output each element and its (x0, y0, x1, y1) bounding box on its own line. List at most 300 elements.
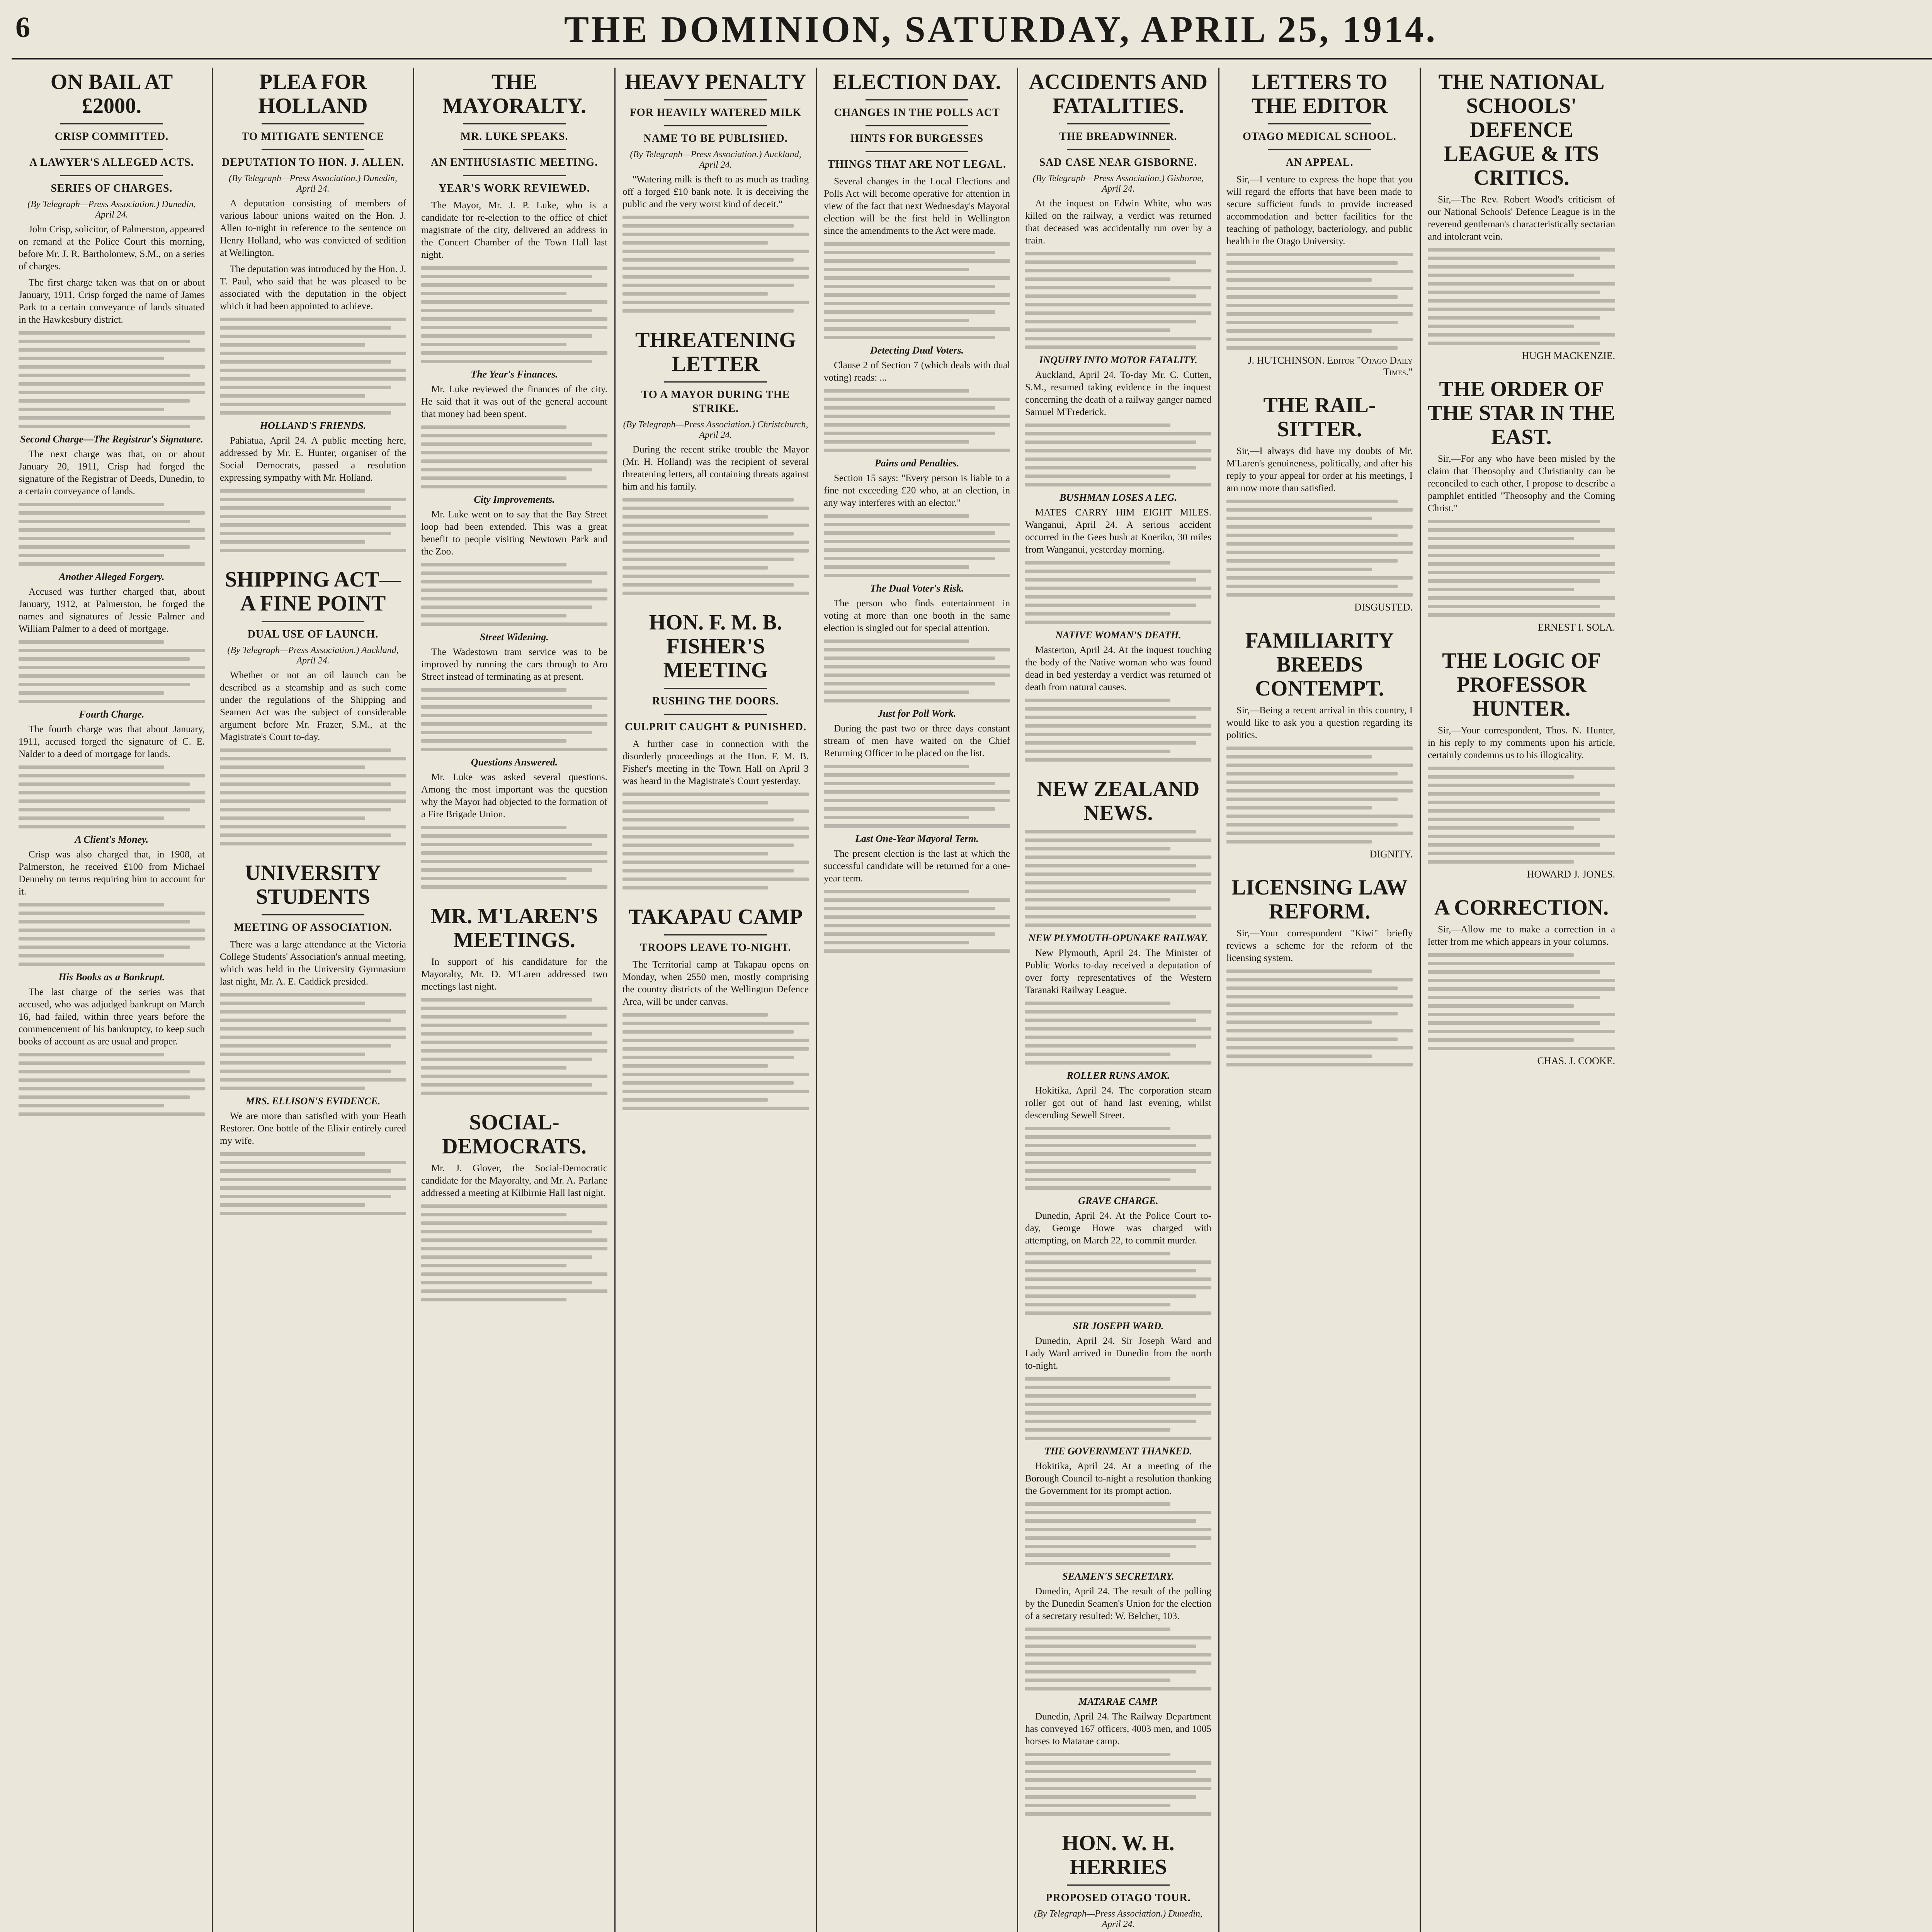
text-line (421, 1255, 592, 1259)
text-line (824, 665, 1010, 668)
article-headline: LETTERS TO THE EDITOR (1251, 70, 1388, 118)
text-line (220, 1044, 391, 1048)
article (622, 70, 809, 313)
text-line (824, 432, 995, 435)
text-line (421, 998, 592, 1002)
text-line (1025, 1294, 1196, 1298)
text-line (220, 489, 365, 493)
text-line (622, 1022, 809, 1025)
text-line (622, 558, 794, 561)
text-line (1226, 517, 1372, 520)
text-line (421, 292, 566, 295)
text-line (421, 1015, 566, 1019)
text-line (421, 705, 592, 709)
article-paragraph: Several changes in the Local Elections and Polls Act will become operative for attention in view of the fact that next Wednesday's Mayoral election will be the first held in Wellington since the amendments to the Act were made. (824, 176, 1010, 236)
text-line (1025, 1252, 1170, 1255)
article-dateline: (By Telegraph—Press Association.) Auckland, April 24. (630, 150, 801, 170)
article (1226, 876, 1413, 1066)
text-line (1025, 440, 1196, 444)
section-heading: Second Charge—The Registrar's Signature. (20, 434, 203, 445)
article (1226, 70, 1413, 378)
text-line (220, 369, 406, 372)
text-line (220, 1078, 406, 1082)
section-paragraph: Dunedin, April 24. Sir Joseph Ward and Lady Ward arrived in Dunedin from the north to-night. (1025, 1336, 1211, 1371)
text-line (421, 266, 607, 270)
text-line (1226, 253, 1413, 256)
article-subhead: A LAWYER'S ALLEGED ACTS. (29, 156, 194, 168)
divider (1067, 149, 1169, 150)
article-headline: NEW ZEALAND NEWS. (1037, 777, 1200, 825)
text-line (622, 827, 809, 830)
text-line (1025, 320, 1196, 323)
text-line (1226, 986, 1398, 990)
article-subhead: TROOPS LEAVE TO-NIGHT. (640, 942, 791, 954)
article (1025, 1831, 1211, 1932)
text-line (824, 656, 995, 660)
text-line (220, 1203, 365, 1207)
text-line (220, 993, 406, 997)
article-paragraph: Sir,—For any who have been misled by the claim that Theosophy and Christianity can be reconciled to each other, I propose to describe a pamphlet entitled "Theosophy and the Coming Christ." (1428, 454, 1615, 514)
section-paragraph: Accused was further charged that, about January, 1912, at Palmerston, he forged the names and signatures of Jessie Palmer and William Palmer to a deed of mortgage. (19, 587, 205, 634)
text-line (1226, 772, 1398, 776)
column-5 (817, 68, 1018, 1932)
article-headline: THE MAYORALTY. (442, 70, 586, 118)
text-line (220, 765, 365, 769)
text-line (1025, 1662, 1211, 1665)
text-line (1428, 291, 1600, 294)
text-line (1025, 872, 1211, 876)
text-line (1226, 278, 1372, 282)
text-line (1025, 898, 1170, 901)
text-line (421, 597, 607, 600)
text-line (1025, 1804, 1170, 1807)
text-line (1025, 1186, 1211, 1190)
text-line (622, 1047, 809, 1051)
text-line (421, 739, 566, 743)
text-line (220, 326, 391, 330)
text-line (824, 790, 1010, 794)
section-paragraph: Pahiatua, April 24. A public meeting here, addressed by Mr. E. Hunter, organiser of the Social Democrats, passed a resolution expressing sympathy with Mr. Holland. (220, 435, 406, 483)
text-line (220, 808, 391, 811)
text-line (220, 833, 391, 837)
text-line (421, 826, 566, 829)
text-line (1226, 346, 1398, 350)
text-line (1226, 789, 1413, 793)
text-line (421, 1221, 607, 1225)
section-heading: Fourth Charge. (79, 709, 145, 720)
divider (262, 123, 364, 124)
text-line (1428, 1013, 1615, 1016)
text-line (220, 506, 391, 510)
divider (866, 125, 968, 126)
page-number: 6 (15, 11, 30, 44)
text-line (220, 343, 365, 347)
section-heading: A Client's Money. (75, 834, 149, 845)
text-line (1025, 1670, 1196, 1673)
text-line (220, 791, 406, 794)
section-heading: The Year's Finances. (471, 369, 558, 380)
text-line (19, 408, 164, 411)
text-line (421, 275, 592, 278)
text-line (1428, 767, 1615, 770)
text-line (19, 528, 205, 532)
text-line (421, 451, 607, 454)
text-line (622, 793, 809, 796)
text-line (1025, 1545, 1196, 1548)
text-line (1025, 1753, 1170, 1756)
article (220, 70, 406, 552)
article-headline: ON BAIL AT £2000. (50, 70, 173, 118)
article-subhead: SERIES OF CHARGES. (51, 182, 173, 194)
text-line (1428, 1038, 1574, 1042)
divider (463, 149, 565, 150)
text-line (622, 498, 794, 502)
text-line (421, 442, 592, 446)
text-line (1226, 1037, 1398, 1041)
text-line (19, 340, 190, 343)
text-line (1025, 707, 1211, 711)
text-line (19, 391, 205, 394)
text-line (1025, 1553, 1170, 1557)
text-line (1025, 1562, 1211, 1565)
divider (463, 175, 565, 176)
text-line (421, 860, 607, 863)
text-line (19, 920, 190, 923)
text-line (220, 403, 406, 406)
article-headline: PLEA FOR HOLLAND (258, 70, 368, 118)
article-subhead: YEAR'S WORK REVIEWED. (439, 182, 590, 194)
text-line (824, 531, 995, 535)
text-line (220, 1161, 406, 1164)
text-line (1025, 1636, 1211, 1639)
text-line (421, 1213, 566, 1216)
text-line (1428, 970, 1600, 974)
text-line (1025, 741, 1196, 745)
text-line (19, 1095, 190, 1099)
text-line (19, 537, 205, 540)
text-line (1025, 1511, 1211, 1514)
text-line (1428, 835, 1615, 838)
article-subhead: CRISP COMMITTED. (54, 131, 169, 143)
text-line (1025, 1787, 1211, 1790)
text-line (622, 301, 809, 304)
text-line (824, 251, 995, 254)
text-line (1025, 1053, 1170, 1056)
section-paragraph: New Plymouth, April 24. The Minister of Public Works to-day received a deputation of over forty representatives of the Western Taranaki Railway League. (1025, 948, 1211, 995)
text-line (622, 1098, 768, 1102)
section-paragraph: Hokitika, April 24. At a meeting of the Borough Council to-night a resolution thanking the Government for its prompt action. (1025, 1461, 1211, 1496)
letter-signature: HOWARD J. JONES. (1527, 869, 1615, 880)
text-line (1428, 962, 1615, 965)
text-line (1428, 979, 1615, 982)
article-paragraph: Sir,—Your correspondent "Kiwi" briefly reviews a scheme for the reform of the licensing system. (1226, 928, 1413, 963)
text-line (421, 722, 607, 726)
text-line (622, 852, 768, 855)
article-paragraph: The deputation was introduced by the Hon. J. T. Paul, who said that he was pleased to be associated with the deputation in the object which it had been appointed to achieve. (220, 264, 406, 311)
text-line (1226, 321, 1398, 324)
text-line (824, 949, 1010, 953)
article-dateline: (By Telegraph—Press Association.) Dunedin, April 24. (27, 199, 196, 220)
text-line (824, 941, 969, 944)
text-line (1025, 750, 1170, 753)
text-line (824, 807, 995, 811)
divider (866, 99, 968, 100)
text-line (1025, 864, 1196, 867)
article-headline: HON. F. M. B. FISHER'S MEETING (649, 611, 782, 682)
text-line (1025, 1653, 1211, 1656)
article-dateline: (By Telegraph—Press Association.) Gisborne, April 24. (1032, 173, 1204, 194)
text-line (1025, 1061, 1211, 1065)
text-line (1025, 1152, 1211, 1156)
article-paragraph: A further case in connection with the disorderly proceedings at the Hon. F. M. B. Fisher's meeting in the Town Hall on April 3 was heard in the Magistrate's Court yesterday. (622, 739, 809, 786)
text-line (1025, 1127, 1170, 1130)
text-line (220, 1036, 406, 1039)
text-line (824, 440, 969, 444)
text-line (421, 622, 607, 626)
divider (262, 149, 364, 150)
text-line (220, 1019, 391, 1022)
text-line (19, 765, 164, 769)
text-line (220, 411, 391, 415)
section-paragraph: Mr. Luke reviewed the finances of the city. He said that it was out of the general account that money had been spent. (421, 384, 607, 419)
divider (262, 621, 364, 622)
text-line (220, 816, 365, 820)
article (1025, 70, 1211, 762)
article-paragraph: The Mayor, Mr. J. P. Luke, who is a candidate for re-election to the office of chief magistrate of the city, delivered an address in the Concert Chamber of the Town Hall last night. (421, 200, 607, 260)
text-line (622, 818, 794, 821)
text-line (1025, 1019, 1196, 1022)
text-line (824, 389, 969, 393)
text-line (1025, 1169, 1196, 1173)
text-line (1428, 852, 1615, 855)
text-line (622, 309, 794, 313)
text-line (421, 1032, 592, 1036)
text-line (1428, 316, 1600, 320)
letter-signature: DIGNITY. (1369, 849, 1413, 860)
divider (1268, 149, 1371, 150)
text-line (1226, 840, 1372, 844)
text-line (1025, 1260, 1211, 1264)
text-line (421, 434, 607, 437)
article-subhead: THE BREADWINNER. (1059, 131, 1177, 143)
article-headline: MR. M'LAREN'S MEETINGS. (430, 904, 598, 952)
text-line (220, 540, 365, 544)
section-heading: The Dual Voter's Risk. (870, 583, 964, 594)
column-7 (1219, 68, 1421, 1932)
text-line (1226, 978, 1413, 981)
text-line (1025, 699, 1170, 702)
article-paragraph: The Territorial camp at Takapau opens on Monday, when 2550 men, mostly comprising the country districts of the Wellington Defence Area, will be under canvas. (622, 959, 809, 1007)
text-line (220, 842, 406, 845)
text-line (220, 394, 365, 398)
text-line (19, 348, 205, 352)
divider (664, 381, 767, 383)
text-line (622, 524, 809, 527)
text-line (421, 459, 607, 463)
text-line (824, 673, 1010, 677)
text-line (1428, 809, 1615, 813)
text-line (1025, 252, 1211, 255)
column-3 (414, 68, 616, 1932)
text-line (1025, 578, 1196, 582)
article (1025, 777, 1211, 1816)
text-line (1428, 818, 1600, 821)
article (622, 611, 809, 889)
text-line (622, 878, 809, 881)
text-line (1025, 449, 1211, 452)
text-line (1226, 329, 1372, 333)
article-subhead: CULPRIT CAUGHT & PUNISHED. (625, 721, 806, 733)
text-line (622, 810, 809, 813)
text-line (1428, 537, 1574, 540)
text-line (19, 399, 190, 403)
text-line (1025, 855, 1211, 859)
article (622, 905, 809, 1110)
divider (463, 123, 565, 124)
text-line (622, 801, 768, 804)
text-line (19, 666, 205, 669)
text-line (1025, 1420, 1196, 1423)
section-paragraph: The next charge was that, on or about January 20, 1911, Crisp had forged the signature of the Registrar of Deeds, Dunedin, to a certain conveyance of lands. (19, 449, 205, 497)
text-line (220, 1053, 365, 1056)
divider (664, 934, 767, 935)
article-dateline: (By Telegraph—Press Association.) Dunedin, April 24. (229, 173, 397, 194)
text-line (622, 515, 768, 519)
text-line (824, 924, 1010, 927)
text-line (421, 1247, 607, 1250)
article-subhead: DUAL USE OF LAUNCH. (247, 628, 379, 640)
text-line (1226, 585, 1398, 588)
article-subhead: HINTS FOR BURGESSES (850, 133, 984, 145)
text-line (1025, 303, 1211, 306)
text-line (19, 503, 164, 506)
text-line (1025, 1010, 1211, 1014)
text-line (1428, 987, 1615, 991)
text-line (1025, 294, 1196, 298)
text-line (1025, 1403, 1211, 1406)
text-line (19, 700, 205, 703)
text-line (421, 697, 607, 700)
text-line (1428, 257, 1600, 260)
article-subhead: NAME TO BE PUBLISHED. (643, 133, 788, 145)
text-line (19, 520, 190, 523)
text-line (1025, 286, 1211, 289)
divider (664, 714, 767, 715)
text-line (1025, 1795, 1196, 1799)
text-line (1025, 1770, 1196, 1773)
article (1428, 896, 1615, 1067)
text-line (1025, 923, 1211, 927)
text-line (421, 1007, 607, 1010)
text-line (1025, 457, 1211, 461)
article-dateline: (By Telegraph—Press Association.) Dunedin, April 24. (1034, 1909, 1202, 1929)
text-line (824, 514, 969, 518)
text-line (421, 317, 607, 321)
text-line (421, 1238, 607, 1242)
article-headline: THE LOGIC OF PROFESSOR HUNTER. (1442, 649, 1601, 721)
text-line (824, 285, 995, 288)
divider (1268, 123, 1371, 124)
article (220, 861, 406, 1215)
text-line (1226, 1046, 1413, 1049)
text-line (1226, 568, 1372, 571)
text-line (421, 714, 607, 717)
text-line (220, 774, 406, 777)
text-line (220, 318, 406, 321)
text-line (824, 765, 969, 768)
text-line (1428, 579, 1600, 583)
section-heading: NEW PLYMOUTH-OPUNAKE RAILWAY. (1028, 932, 1208, 944)
text-line (1025, 595, 1211, 599)
text-line (220, 1169, 391, 1173)
text-line (19, 782, 190, 786)
text-line (1025, 1628, 1170, 1631)
text-line (824, 398, 1010, 401)
text-line (421, 1204, 607, 1208)
article-subhead: SAD CASE NEAR GISBORNE. (1039, 156, 1197, 168)
text-line (19, 912, 205, 915)
text-line (220, 1010, 406, 1014)
divider (866, 151, 968, 152)
text-line (1226, 798, 1398, 801)
text-line (421, 1058, 592, 1061)
text-line (1226, 295, 1398, 299)
text-line (1428, 282, 1615, 286)
text-line (19, 382, 205, 386)
text-line (220, 377, 406, 381)
text-line (622, 1090, 809, 1093)
article-headline: THE RAIL-SITTER. (1263, 393, 1376, 441)
text-line (1226, 832, 1413, 835)
text-line (19, 562, 205, 566)
section-heading: BUSHMAN LOSES A LEG. (1060, 492, 1177, 503)
text-line (1226, 1029, 1413, 1032)
section-paragraph: The fourth charge was that about January, 1911, accused forged the signature of C. E. Nalder to a deed of mortgage for lands. (19, 724, 205, 759)
section-heading: GRAVE CHARGE. (1078, 1195, 1158, 1206)
text-line (824, 302, 1010, 305)
text-line (421, 485, 607, 488)
text-line (421, 334, 592, 338)
text-line (1025, 612, 1170, 616)
text-line (19, 1104, 164, 1107)
text-line (220, 1152, 365, 1156)
text-line (220, 1002, 365, 1005)
text-line (421, 605, 592, 609)
text-line (622, 275, 809, 279)
section-paragraph: Dunedin, April 24. The Railway Department has conveyed 167 officers, 4003 men, and 1005 horses to Matarae camp. (1025, 1711, 1211, 1747)
section-heading: MRS. ELLISON'S EVIDENCE. (245, 1095, 381, 1107)
text-line (1428, 333, 1615, 337)
text-line (1025, 561, 1170, 565)
text-line (1025, 733, 1211, 736)
article-paragraph: John Crisp, solicitor, of Palmerston, appeared on remand at the Police Court this morning, before Mr. J. R. Bartholomew, S.M., on a series of charges. (19, 224, 205, 272)
text-line (824, 540, 1010, 543)
column-6 (1018, 68, 1219, 1932)
divider (664, 125, 767, 126)
text-line (1428, 784, 1615, 787)
text-line (1025, 1528, 1211, 1531)
text-line (421, 1041, 607, 1044)
text-line (1025, 604, 1196, 607)
text-line (622, 233, 809, 236)
article-headline: THE ORDER OF THE STAR IN THE EAST. (1428, 377, 1615, 449)
text-line (421, 1049, 607, 1053)
text-line (19, 1112, 205, 1116)
text-line (421, 834, 607, 838)
text-line (19, 808, 190, 811)
article-dateline: (By Telegraph—Press Association.) Christchurch, April 24. (623, 420, 808, 440)
text-line (421, 1092, 607, 1095)
